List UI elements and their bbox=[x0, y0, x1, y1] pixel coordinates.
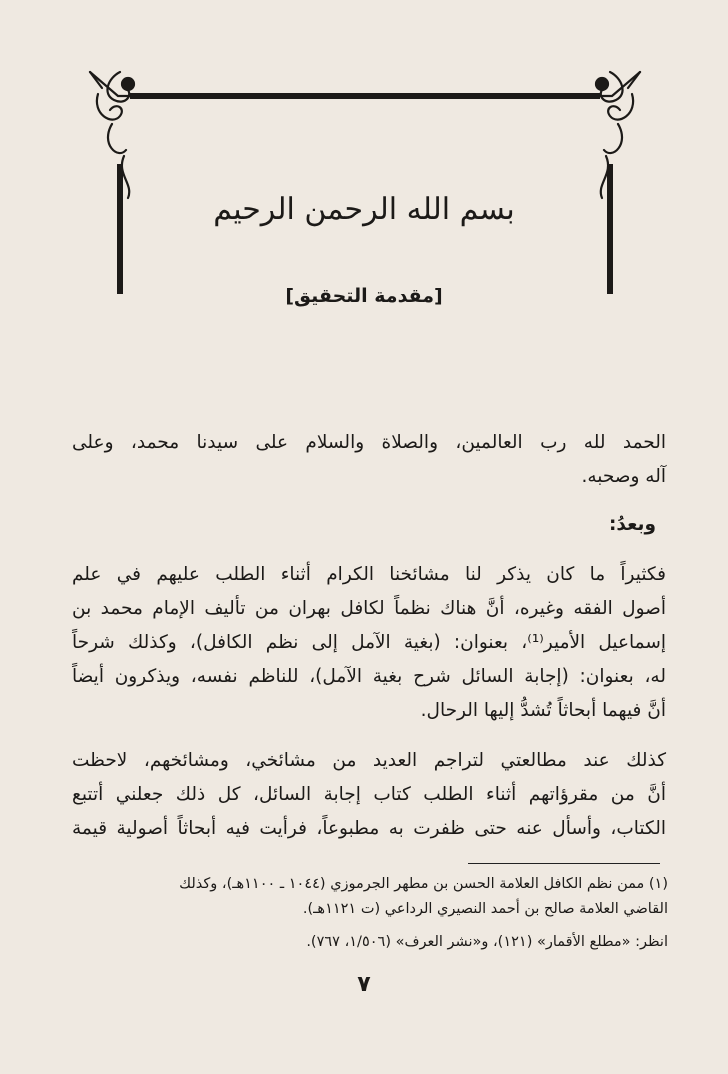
footnotes bbox=[60, 872, 668, 955]
wa-baad-heading: وبعدُ: bbox=[609, 514, 656, 535]
paragraph-continuation bbox=[72, 744, 666, 846]
footnote-line: انظر: «مطلع الأقمار» (١٢١)، و«نشر العرف» (١/٥٠٦، ٧٦٧). bbox=[306, 934, 668, 950]
text-line: أنَّ فيهما أبحاثاً تُشدُّ إليها الرحال. bbox=[420, 700, 666, 721]
text-line: كذلك عند مطالعتي لتراجم العديد من مشائخي، ومشائخهم، لاحظت bbox=[72, 750, 666, 771]
footnote-separator bbox=[468, 863, 660, 864]
text-line: له، بعنوان: (إجابة السائل شرح بغية الآمل)، للناظم نفسه، ويذكرون أيضاً bbox=[72, 666, 666, 687]
footnote-line: (١) ممن نظم الكافل العلامة الحسن بن مطهر الجرموزي (١٠٤٤ ـ ١١٠٠هـ)، وكذلك bbox=[179, 876, 668, 892]
basmala-calligraphy: بسم الله الرحمن الرحيم bbox=[213, 192, 515, 227]
text-line: فكثيراً ما كان يذكر لنا مشائخنا الكرام أثناء الطلب عليهم في علم bbox=[72, 564, 666, 585]
ornamental-frame bbox=[80, 64, 650, 304]
text-line: الكتاب، وأسأل عنه حتى ظفرت به مطبوعاً، فرأيت فيه أبحاثاً أصولية قيمة bbox=[72, 818, 666, 839]
text-line: أصول الفقه وغيره، أنَّ هناك نظماً لكافل بهران من تأليف الإمام محمد بن bbox=[72, 598, 666, 619]
page-number: ٧ bbox=[357, 972, 371, 997]
paragraph-opening bbox=[72, 426, 666, 494]
footnote-line: القاضي العلامة صالح بن أحمد النصيري الرداعي (ت ١١٢١هـ). bbox=[302, 901, 668, 917]
text-line: أنَّ من مقرؤاتهم أثناء الطلب كتاب إجابة السائل، كل ذلك جعلني أتتبع bbox=[72, 784, 666, 805]
text-line: الحمد لله رب العالمين، والصلاة والسلام على سيدنا محمد، وعلى bbox=[72, 432, 666, 453]
text-line: آله وصحبه. bbox=[581, 466, 666, 487]
section-title: [مقدمة التحقيق] bbox=[285, 285, 443, 307]
text-line: إسماعيل الأمير⁽¹⁾، بعنوان: (بغية الآمل إلى نظم الكافل)، وكذلك شرحاً bbox=[72, 632, 666, 653]
paragraph-main bbox=[72, 558, 666, 728]
